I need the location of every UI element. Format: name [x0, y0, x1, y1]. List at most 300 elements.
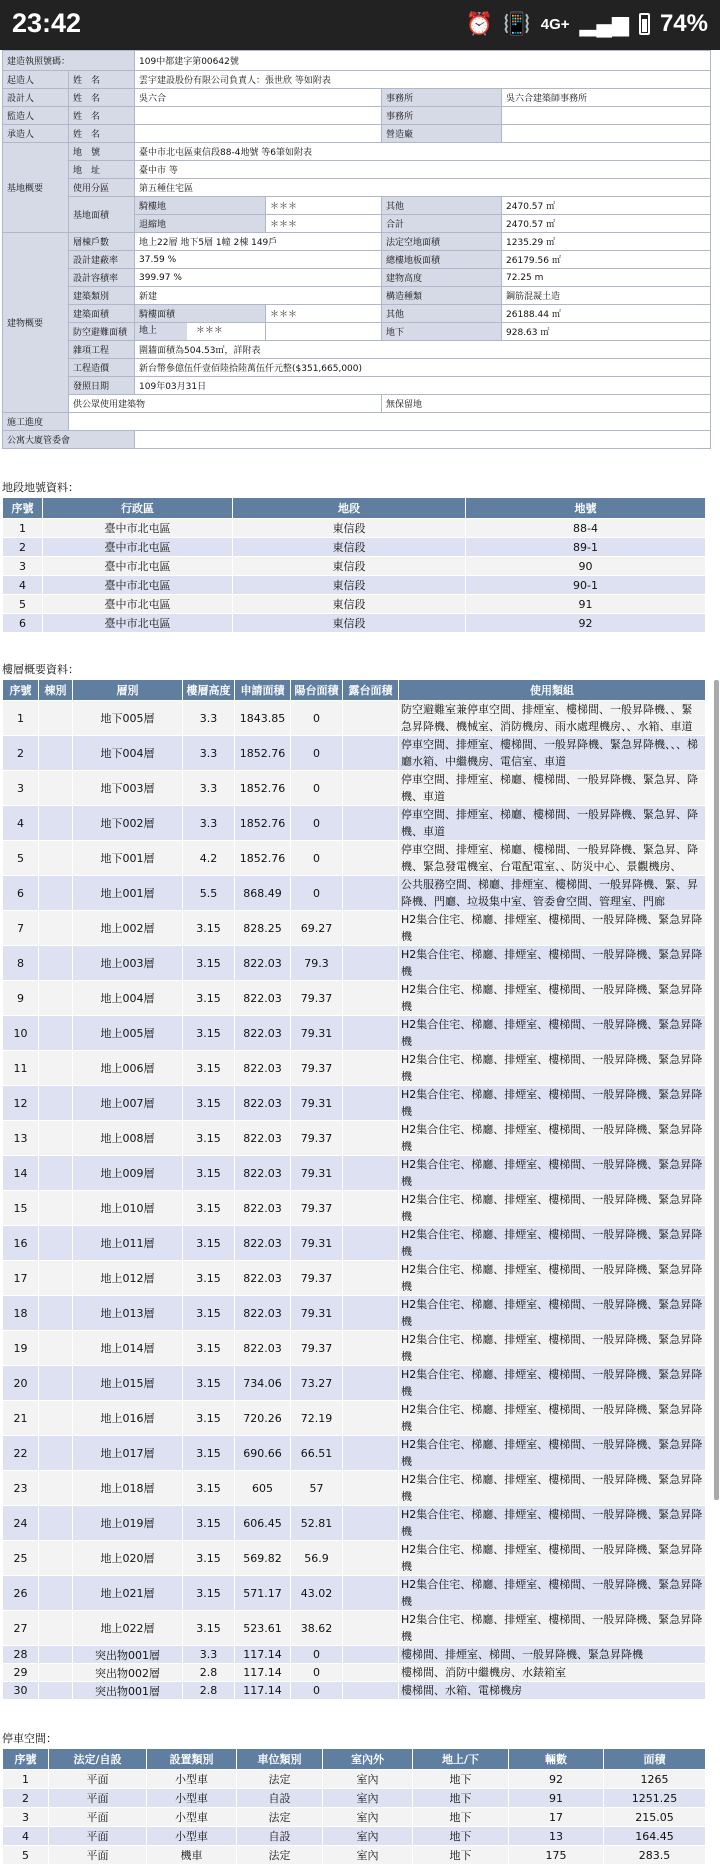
floor-row	[3, 1016, 706, 1051]
floor-row-cell: H2集合住宅、梯廳、排煙室、樓梯間、一般昇降機、緊急昇降機	[399, 1576, 706, 1611]
floor-row-cell	[39, 1541, 73, 1576]
parking-header-cell: 設置類別	[147, 1749, 237, 1770]
floor-row-cell: 79.37	[291, 1121, 343, 1156]
floor-row-cell: 3.15	[183, 1401, 235, 1436]
floor-row-cell: 突出物002層	[73, 1664, 183, 1682]
floor-row-cell	[343, 911, 399, 946]
floor-row-cell: 822.03	[235, 981, 291, 1016]
floor-row-cell: 0	[291, 1664, 343, 1682]
land-section-title: 地段地號資料：	[2, 481, 79, 494]
building-arcade-label: 騎樓面積	[135, 305, 266, 323]
land-row-cell: 臺中市北屯區	[43, 576, 233, 595]
parking-row-cell: 164.45	[604, 1827, 706, 1846]
parking-row-cell: 1265	[604, 1770, 706, 1789]
floor-row-cell: 0	[291, 1682, 343, 1700]
floor-row-cell: 停車空間、排煙室、樓梯間、一般昇降機、緊急昇降機、、、梯廳水箱、中繼機房、電信室、車道	[399, 736, 706, 771]
coverage-label: 設計建蔽率	[69, 251, 135, 269]
floor-row-cell: 地上004層	[73, 981, 183, 1016]
building-label: 建物概要	[3, 233, 69, 413]
floor-row-cell: 地下002層	[73, 806, 183, 841]
floor-row-cell: 3.15	[183, 1366, 235, 1401]
floor-row-cell	[39, 1576, 73, 1611]
floor-row-cell	[343, 1191, 399, 1226]
parking-row-cell: 283.5	[604, 1846, 706, 1865]
floor-row-cell: 822.03	[235, 946, 291, 981]
floor-row-cell: 突出物001層	[73, 1682, 183, 1700]
site-retreat: ＊＊＊	[266, 215, 382, 233]
floor-row-cell	[39, 1191, 73, 1226]
floor-row-cell	[39, 946, 73, 981]
floors-header-cell: 使用類組	[399, 680, 706, 701]
floor-row-cell	[39, 1121, 73, 1156]
site-address: 臺中市 等	[135, 161, 711, 179]
parking-row-cell: 地下	[413, 1789, 509, 1808]
floor-row-cell: 23	[3, 1471, 39, 1506]
floor-row-cell: H2集合住宅、梯廳、排煙室、樓梯間、一般昇降機、緊急昇降機	[399, 1121, 706, 1156]
floor-row-cell: 地上009層	[73, 1156, 183, 1191]
floor-row-cell: 822.03	[235, 1261, 291, 1296]
floor-row-cell: H2集合住宅、梯廳、排煙室、樓梯間、一般昇降機、緊急昇降機	[399, 1051, 706, 1086]
floor-row	[3, 841, 706, 876]
shelter-above-cell	[135, 323, 266, 341]
parking-row-cell: 平面	[49, 1770, 147, 1789]
floor-row-cell: H2集合住宅、梯廳、排煙室、樓梯間、一般昇降機、緊急昇降機	[399, 1611, 706, 1646]
parking-row-cell: 1	[3, 1770, 49, 1789]
floor-row-cell: 822.03	[235, 1296, 291, 1331]
land-row-cell: 臺中市北屯區	[43, 614, 233, 633]
parking-row-cell: 室內	[323, 1808, 413, 1827]
floor-row-cell: 822.03	[235, 1226, 291, 1261]
public-use-label: 供公眾使用建築物	[69, 395, 382, 413]
floors-section-title: 樓層概要資料：	[2, 663, 79, 676]
floor-row-cell: 28	[3, 1646, 39, 1664]
floor-row-cell: 16	[3, 1226, 39, 1261]
parking-row	[3, 1789, 706, 1808]
parking-row-cell: 自設	[237, 1789, 323, 1808]
floor-row-cell	[343, 1331, 399, 1366]
land-row	[3, 538, 706, 557]
floor-row-cell: 3.15	[183, 1191, 235, 1226]
building-area-label: 建築面積	[69, 305, 135, 323]
site-label: 基地概要	[3, 143, 69, 233]
parking-row-cell: 小型車	[147, 1789, 237, 1808]
land-row	[3, 614, 706, 633]
floor-row-cell: 地上010層	[73, 1191, 183, 1226]
parking-header-cell: 地上/下	[413, 1749, 509, 1770]
floor-row-cell	[39, 1436, 73, 1471]
floor-row-cell	[39, 1366, 73, 1401]
floor-row-cell: 21	[3, 1401, 39, 1436]
floor-row-cell: 5	[3, 841, 39, 876]
supervisor-office	[502, 107, 711, 125]
parking-section-title: 停車空間：	[2, 1732, 57, 1745]
floor-row-cell: 3.15	[183, 1226, 235, 1261]
land-header-cell: 地號	[466, 498, 706, 519]
land-row-cell: 臺中市北屯區	[43, 557, 233, 576]
floor-row-cell: 523.61	[235, 1611, 291, 1646]
parking-row-cell: 自設	[237, 1827, 323, 1846]
floor-row-cell	[343, 736, 399, 771]
contractor-office	[502, 125, 711, 143]
floor-row-cell: 地上005層	[73, 1016, 183, 1051]
permit-info-table	[2, 50, 711, 449]
floor-row-cell: 868.49	[235, 876, 291, 911]
parking-row-cell: 平面	[49, 1827, 147, 1846]
parking-header-cell: 面積	[604, 1749, 706, 1770]
floor-row-cell: 3.15	[183, 1471, 235, 1506]
land-row-cell: 東信段	[233, 576, 466, 595]
parking-row-cell: 91	[509, 1789, 604, 1808]
floor-row-cell: 822.03	[235, 1051, 291, 1086]
floor-row-cell	[343, 1664, 399, 1682]
alarm-icon: ⏰	[465, 11, 494, 36]
floor-row-cell: 822.03	[235, 1331, 291, 1366]
parking-row-cell: 215.05	[604, 1808, 706, 1827]
floor-row-cell: H2集合住宅、梯廳、排煙室、樓梯間、一般昇降機、緊急昇降機	[399, 1471, 706, 1506]
parking-row-cell: 機車	[147, 1846, 237, 1865]
floor-row-cell: 地上008層	[73, 1121, 183, 1156]
land-row-cell: 東信段	[233, 519, 466, 538]
floor-row-cell	[39, 1261, 73, 1296]
floor-row-cell: 3.15	[183, 946, 235, 981]
floor-row	[3, 701, 706, 736]
floor-row-cell: 地下005層	[73, 701, 183, 736]
floor-row-cell: 30	[3, 1682, 39, 1700]
floor-row-cell: 690.66	[235, 1436, 291, 1471]
land-row-cell: 90	[466, 557, 706, 576]
land-table	[2, 497, 706, 633]
land-header-cell: 序號	[3, 498, 43, 519]
floor-row-cell: 3.15	[183, 981, 235, 1016]
license-number: 109中都建字第00642號	[135, 51, 711, 71]
floor-row-cell: 822.03	[235, 1156, 291, 1191]
floor-row-cell: 822.03	[235, 1121, 291, 1156]
floor-row-cell	[39, 1401, 73, 1436]
site-lot: 臺中市北屯區東信段88-4地號 等6筆如附表	[135, 143, 711, 161]
floor-row	[3, 1366, 706, 1401]
floor-row-cell: 3.15	[183, 1331, 235, 1366]
floor-row-cell: 3.15	[183, 1261, 235, 1296]
floors-header-cell: 樓層高度	[183, 680, 235, 701]
floor-row-cell: H2集合住宅、梯廳、排煙室、樓梯間、一般昇降機、緊急昇降機	[399, 1226, 706, 1261]
floor-row-cell: 29	[3, 1664, 39, 1682]
floor-row	[3, 1436, 706, 1471]
floor-row-cell	[343, 1436, 399, 1471]
building-floors-label: 層棟戶數	[69, 233, 135, 251]
floor-row-cell: 防空避難室兼停車空間、排煙室、樓梯間、一般昇降機、、緊急昇降機、機械室、消防機房、雨水處理機房、、水箱、車道	[399, 701, 706, 736]
battery-percent: 74%	[659, 10, 708, 37]
floor-row-cell	[343, 1506, 399, 1541]
floor-row-cell: 地下001層	[73, 841, 183, 876]
floor-row-cell: 3.15	[183, 1541, 235, 1576]
floor-row-cell	[343, 1366, 399, 1401]
floor-row-cell	[39, 1646, 73, 1664]
floor-row-cell: 停車空間、排煙室、梯廳、樓梯間、一般昇降機、緊急昇、降機、緊急發電機室、台電配電室、、防災中心、景觀機房、	[399, 841, 706, 876]
land-row-cell: 臺中市北屯區	[43, 538, 233, 557]
floor-row-cell: 1852.76	[235, 841, 291, 876]
floor-row-cell: 3.15	[183, 1506, 235, 1541]
legal-open-label: 法定空地面積	[382, 233, 502, 251]
floor-row-cell: 569.82	[235, 1541, 291, 1576]
designer-name: 吳六合	[135, 89, 382, 107]
floor-row-cell: 14	[3, 1156, 39, 1191]
site-area-label: 基地面積	[69, 197, 135, 233]
floor-row-cell: H2集合住宅、梯廳、排煙室、樓梯間、一般昇降機、緊急昇降機	[399, 1366, 706, 1401]
floor-row-cell: 72.19	[291, 1401, 343, 1436]
vibrate-icon: 📳	[503, 11, 531, 36]
land-row-cell: 臺中市北屯區	[43, 519, 233, 538]
parking-row-cell: 17	[509, 1808, 604, 1827]
site-total-label: 合計	[382, 215, 502, 233]
scrollbar[interactable]	[714, 680, 719, 1500]
floor-row-cell	[343, 981, 399, 1016]
floor-row-cell: 79.37	[291, 981, 343, 1016]
floor-row-cell: 3.15	[183, 1436, 235, 1471]
floor-row-cell	[39, 771, 73, 806]
land-row-cell: 88-4	[466, 519, 706, 538]
shelter-below-label: 地下	[382, 323, 502, 341]
floor-row-cell	[39, 1296, 73, 1331]
floor-row-cell	[343, 1016, 399, 1051]
floor-row-cell	[343, 1051, 399, 1086]
floor-row	[3, 1086, 706, 1121]
floor-row-cell	[343, 1682, 399, 1700]
coverage: 37.59 %	[135, 251, 382, 269]
floor-row-cell: 117.14	[235, 1646, 291, 1664]
parking-row-cell: 地下	[413, 1770, 509, 1789]
floor-row	[3, 1646, 706, 1664]
floor-row-cell: 3.15	[183, 1611, 235, 1646]
parking-header-cell: 室內外	[323, 1749, 413, 1770]
cost: 新台幣參億伍仟壹佰陸拾陸萬伍仟元整($351,665,000)	[135, 359, 711, 377]
building-other-label: 其他	[382, 305, 502, 323]
floor-row-cell: 地上006層	[73, 1051, 183, 1086]
floor-row-cell: 828.25	[235, 911, 291, 946]
floor-row-cell: 地下003層	[73, 771, 183, 806]
land-row-cell: 東信段	[233, 538, 466, 557]
parking-row-cell: 室內	[323, 1770, 413, 1789]
floor-row-cell: 822.03	[235, 1016, 291, 1051]
parking-row-cell: 平面	[49, 1808, 147, 1827]
floor-row-cell: 3.3	[183, 806, 235, 841]
supervisor-name	[135, 107, 382, 125]
floor-row-cell: H2集合住宅、梯廳、排煙室、樓梯間、一般昇降機、緊急昇降機	[399, 1261, 706, 1296]
parking-row-cell: 室內	[323, 1846, 413, 1865]
floor-row-cell: H2集合住宅、梯廳、排煙室、樓梯間、一般昇降機、緊急昇降機	[399, 1296, 706, 1331]
floor-row-cell: 8	[3, 946, 39, 981]
floor-row-cell: 樓梯間、排煙室、梯間、一般昇降機、緊急昇降機	[399, 1646, 706, 1664]
floor-row-cell: H2集合住宅、梯廳、排煙室、樓梯間、一般昇降機、緊急昇降機	[399, 1016, 706, 1051]
floor-row-cell: 734.06	[235, 1366, 291, 1401]
land-row	[3, 576, 706, 595]
floor-row-cell: 79.31	[291, 1156, 343, 1191]
building-arcade: ＊＊＊	[266, 305, 382, 323]
floor-row-cell	[39, 1331, 73, 1366]
contractor-label: 承造人	[3, 125, 69, 143]
floor-row-cell: 公共服務空間、梯廳、排煙室、樓梯間、一般昇降機、緊、昇降機、門廳、垃圾集中室、管委會空間、管理室、門廊	[399, 876, 706, 911]
floor-row-cell: 0	[291, 701, 343, 736]
land-row-cell: 4	[3, 576, 43, 595]
floor-row-cell	[343, 1646, 399, 1664]
floor-row	[3, 1156, 706, 1191]
page-content	[0, 50, 720, 1865]
floor-row-cell: 0	[291, 876, 343, 911]
floor-row-cell	[343, 1611, 399, 1646]
floor-row-cell: 720.26	[235, 1401, 291, 1436]
floor-row-cell: 15	[3, 1191, 39, 1226]
parking-row-cell: 法定	[237, 1846, 323, 1865]
supervisor-label: 監造人	[3, 107, 69, 125]
floor-row-cell: 1852.76	[235, 806, 291, 841]
floor-row	[3, 1541, 706, 1576]
floor-row	[3, 1576, 706, 1611]
site-arcade-label: 騎樓地	[135, 197, 266, 215]
floor-row-cell: 3.3	[183, 771, 235, 806]
misc-label: 雜項工程	[69, 341, 135, 359]
floor-row	[3, 981, 706, 1016]
floor-row-cell: 1852.76	[235, 771, 291, 806]
parking-header-cell: 車位類別	[237, 1749, 323, 1770]
land-row-cell: 5	[3, 595, 43, 614]
builder-label: 起造人	[3, 71, 69, 89]
floor-row-cell: 0	[291, 771, 343, 806]
floor-row-cell: 停車空間、排煙室、梯廳、樓梯間、一般昇降機、緊急昇、降機、車道	[399, 806, 706, 841]
floors-header-cell: 棟別	[39, 680, 73, 701]
site-total: 2470.57 ㎡	[502, 215, 711, 233]
land-row-cell: 東信段	[233, 557, 466, 576]
land-row-cell: 3	[3, 557, 43, 576]
license-label: 建造執照號碼：	[3, 51, 135, 71]
floor-row-cell	[343, 1121, 399, 1156]
network-type: 4G+	[540, 15, 570, 33]
category-label: 建築類別	[69, 287, 135, 305]
floor-row-cell: 38.62	[291, 1611, 343, 1646]
floor-row-cell: 地上013層	[73, 1296, 183, 1331]
floor-row	[3, 1191, 706, 1226]
land-row-cell: 92	[466, 614, 706, 633]
parking-row-cell: 小型車	[147, 1808, 237, 1827]
floor-row-cell: 27	[3, 1611, 39, 1646]
floor-row-cell: H2集合住宅、梯廳、排煙室、樓梯間、一般昇降機、緊急昇降機	[399, 1191, 706, 1226]
legal-open: 1235.29 ㎡	[502, 233, 711, 251]
floor-row	[3, 876, 706, 911]
floor-row	[3, 1261, 706, 1296]
builder-name: 雲宇建設股份有限公司負責人：張世欣 等如附表	[135, 71, 711, 89]
far: 399.97 %	[135, 269, 382, 287]
floor-row-cell	[39, 981, 73, 1016]
floor-row-cell: H2集合住宅、梯廳、排煙室、樓梯間、一般昇降機、緊急昇降機	[399, 1506, 706, 1541]
floor-row-cell: 地上019層	[73, 1506, 183, 1541]
floor-row-cell	[39, 806, 73, 841]
floor-row-cell: 79.37	[291, 1331, 343, 1366]
floor-row-cell: 停車空間、排煙室、梯廳、樓梯間、一般昇降機、緊急昇、降機、車道	[399, 771, 706, 806]
designer-name-label: 姓 名	[69, 89, 135, 107]
floor-row-cell: 地上002層	[73, 911, 183, 946]
committee	[135, 431, 711, 449]
floor-row-cell: 12	[3, 1086, 39, 1121]
floor-row-cell: 24	[3, 1506, 39, 1541]
floor-row	[3, 806, 706, 841]
floor-row-cell: 地上001層	[73, 876, 183, 911]
cost-label: 工程造價	[69, 359, 135, 377]
parking-row-cell: 地下	[413, 1846, 509, 1865]
status-bar	[0, 0, 720, 50]
building-other: 26188.44 ㎡	[502, 305, 711, 323]
floor-row	[3, 1664, 706, 1682]
structure: 鋼筋混凝土造	[502, 287, 711, 305]
floor-row-cell	[39, 1086, 73, 1121]
floor-row-cell: 7	[3, 911, 39, 946]
site-other-label: 其他	[382, 197, 502, 215]
floors-header-cell: 層別	[73, 680, 183, 701]
floor-row-cell	[343, 1401, 399, 1436]
floor-row-cell	[343, 876, 399, 911]
parking-row-cell: 3	[3, 1808, 49, 1827]
floor-row-cell: 20	[3, 1366, 39, 1401]
floor-row	[3, 736, 706, 771]
floor-row-cell: H2集合住宅、梯廳、排煙室、樓梯間、一般昇降機、緊急昇降機	[399, 981, 706, 1016]
floor-row	[3, 1682, 706, 1700]
contractor-office-label: 營造廠	[382, 125, 502, 143]
floor-row-cell: H2集合住宅、梯廳、排煙室、樓梯間、一般昇降機、緊急昇降機	[399, 946, 706, 981]
floor-row-cell	[343, 1471, 399, 1506]
floor-row-cell: H2集合住宅、梯廳、排煙室、樓梯間、一般昇降機、緊急昇降機	[399, 1401, 706, 1436]
designer-office: 吳六合建築師事務所	[502, 89, 711, 107]
floor-row	[3, 946, 706, 981]
parking-row-cell: 1251.25	[604, 1789, 706, 1808]
floor-row-cell	[39, 1016, 73, 1051]
structure-label: 構造種類	[382, 287, 502, 305]
parking-row-cell: 地下	[413, 1827, 509, 1846]
floor-row	[3, 771, 706, 806]
floor-row-cell: 19	[3, 1331, 39, 1366]
floor-row-cell: 25	[3, 1541, 39, 1576]
parking-row-cell: 室內	[323, 1827, 413, 1846]
issue-label: 發照日期	[69, 377, 135, 395]
shelter-above-label: 地上	[135, 323, 187, 340]
floor-row-cell: 56.9	[291, 1541, 343, 1576]
floor-row-cell: H2集合住宅、梯廳、排煙室、樓梯間、一般昇降機、緊急昇降機	[399, 1541, 706, 1576]
floors-header-cell: 申請面積	[235, 680, 291, 701]
parking-row	[3, 1846, 706, 1865]
floor-row-cell: 11	[3, 1051, 39, 1086]
builder-name-label: 姓 名	[69, 71, 135, 89]
land-row-cell: 臺中市北屯區	[43, 595, 233, 614]
floor-row-cell: 突出物001層	[73, 1646, 183, 1664]
floor-table	[2, 679, 706, 1700]
floor-row-cell	[343, 1296, 399, 1331]
floor-row-cell	[343, 841, 399, 876]
floor-row-cell: H2集合住宅、梯廳、排煙室、樓梯間、一般昇降機、緊急昇降機	[399, 1086, 706, 1121]
floor-row-cell: 73.27	[291, 1366, 343, 1401]
floor-row-cell: 6	[3, 876, 39, 911]
floor-row-cell: 117.14	[235, 1664, 291, 1682]
floor-row-cell	[343, 771, 399, 806]
floor-row-cell: 3.3	[183, 701, 235, 736]
floor-row-cell: H2集合住宅、梯廳、排煙室、樓梯間、一般昇降機、緊急昇降機	[399, 1436, 706, 1471]
parking-row-cell: 平面	[49, 1789, 147, 1808]
floor-row-cell: 1	[3, 701, 39, 736]
designer-office-label: 事務所	[382, 89, 502, 107]
site-arcade: ＊＊＊	[266, 197, 382, 215]
site-retreat-label: 退縮地	[135, 215, 266, 233]
land-row-cell: 6	[3, 614, 43, 633]
parking-header-cell: 輛數	[509, 1749, 604, 1770]
signal-icon: ▂▄▆	[579, 11, 629, 36]
site-lot-label: 地 號	[69, 143, 135, 161]
floor-row-cell	[343, 701, 399, 736]
floor-row	[3, 1051, 706, 1086]
